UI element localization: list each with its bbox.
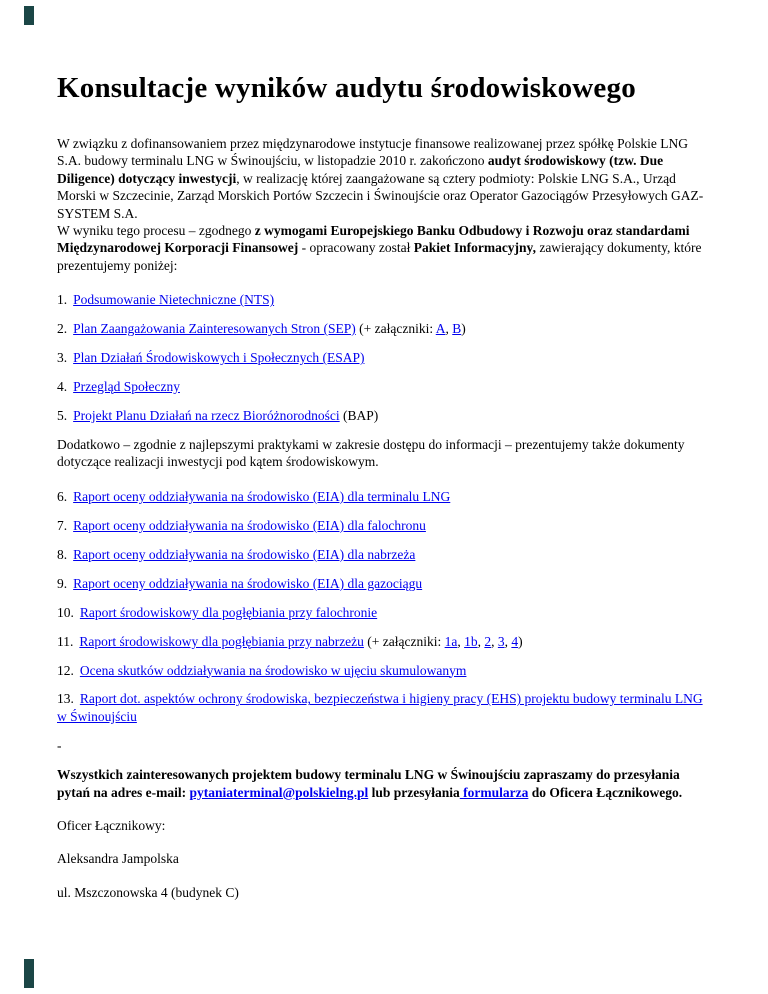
- item-number: 4.: [57, 378, 68, 394]
- list-item: [57, 378, 713, 395]
- attachments-close: ): [518, 633, 523, 649]
- attachments-label: (+ załączniki:: [355, 321, 436, 337]
- list-item: [57, 488, 713, 505]
- list-item: [57, 291, 713, 308]
- list-item: [57, 633, 713, 650]
- item-number: 3.: [57, 350, 68, 366]
- doc-link-bap[interactable]: Projekt Planu Działań na rzecz Bioróżnorodności: [73, 407, 340, 423]
- officer-address: ul. Mszczonowska 4 (budynek C): [57, 884, 239, 900]
- doc-link-esap[interactable]: Plan Działań Środowiskowych i Społecznych (ESAP): [73, 350, 365, 366]
- item-number: 10.: [57, 604, 74, 620]
- intro-bold-2: z wymogami Europejskiego Banku Odbudowy i Rozwoju oraz standardami Międzynarodowej Korporacji Finansowej: [57, 223, 690, 256]
- doc-link-poglebianie-falochron[interactable]: Raport środowiskowy dla pogłębiania przy falochronie: [79, 604, 378, 620]
- doc-link-nts[interactable]: Podsumowanie Nietechniczne (NTS): [73, 292, 275, 308]
- dash-line: -: [57, 737, 62, 753]
- item-number: 12.: [57, 662, 74, 678]
- officer-label: Oficer Łącznikowy:: [57, 817, 166, 833]
- attachment-link[interactable]: 2: [484, 633, 492, 649]
- doc-link-ehs[interactable]: Raport dot. aspektów ochrony środowiska, bezpieczeństwa i higieny pracy (EHS) projektu budowy terminalu LNG w Świnoujściu: [57, 691, 703, 724]
- intro-text-1: W związku z dofinansowaniem przez międzynarodowe instytucje finansowe realizowanej przez spółkę Polskie LNG S.A. budowy terminalu LNG w Świnoujściu, w listopadzie 2010 r. zakończono: [57, 136, 689, 169]
- closing-text-3: do Oficera Łącznikowego.: [528, 784, 683, 800]
- item-number: 7.: [57, 518, 68, 533]
- list-item: [57, 517, 713, 534]
- attachment-links: A, B: [435, 321, 462, 337]
- form-link[interactable]: formularza: [459, 784, 529, 800]
- page-title: Konsultacje wyników audytu środowiskowego: [57, 72, 636, 104]
- attachments-label: (+ załączniki:: [363, 633, 445, 649]
- doc-link-skumulowane[interactable]: Ocena skutków oddziaływania na środowisko w ujęciu skumulowanym: [79, 662, 467, 678]
- doc-link-eia-nabrzeze[interactable]: Raport oceny oddziaływania na środowisko (EIA) dla nabrzeża: [73, 546, 416, 562]
- list-item: [57, 320, 713, 337]
- doc-link-poglebianie-nabrzeze[interactable]: Raport środowiskowy dla pogłębiania przy nabrzeżu: [79, 633, 364, 649]
- intro-bold-3: Pakiet Informacyjny,: [413, 240, 536, 256]
- doc-link-przeglad[interactable]: Przegląd Społeczny: [73, 378, 180, 394]
- attachments-close: ): [461, 321, 466, 337]
- list-item: [57, 546, 713, 563]
- item-number: 11.: [57, 633, 74, 649]
- document-list-1: [57, 291, 713, 424]
- item-number: 8.: [57, 546, 68, 562]
- item-suffix: (BAP): [339, 407, 379, 423]
- list-item: [57, 349, 713, 366]
- email-link[interactable]: pytaniaterminal@polskielng.pl: [189, 784, 369, 800]
- list-item: [57, 407, 713, 424]
- attachment-link[interactable]: A: [435, 321, 446, 337]
- closing-text-1: Wszystkich zainteresowanych projektem budowy terminalu LNG w Świnoujściu zapraszamy do przesyłania pytań na adres e-mail:: [57, 767, 680, 800]
- list-item: [57, 690, 713, 725]
- document-list-2: [57, 488, 713, 725]
- document-page: [57, 0, 713, 901]
- mid-paragraph: Dodatkowo – zgodnie z najlepszymi praktykami w zakresie dostępu do informacji – prezentujemy także dokumenty dotyczące realizacji inwestycji pod kątem środowiskowym.: [57, 436, 685, 470]
- item-number: 2.: [57, 321, 68, 337]
- item-number: 6.: [57, 489, 68, 505]
- intro-text-4: - opracowany został: [298, 240, 414, 256]
- item-number: 9.: [57, 575, 68, 591]
- intro-text-3: W wyniku tego procesu – zgodnego: [57, 223, 255, 239]
- page-corner-mark-top: [24, 6, 34, 25]
- intro-paragraph: [57, 135, 713, 274]
- intro-bold-1: audyt środowiskowy (tzw. Due Diligence) dotyczący inwestycji: [57, 153, 664, 186]
- list-item: [57, 662, 713, 679]
- intro-text-5: zawierający dokumenty, które prezentujemy poniżej:: [57, 240, 702, 273]
- item-number: 13.: [57, 691, 74, 707]
- attachment-link[interactable]: 4: [511, 633, 519, 649]
- list-item: [57, 604, 713, 621]
- attachment-link[interactable]: 3: [497, 633, 505, 649]
- intro-text-2: , w realizację której zaangażowane są cztery podmioty: Polskie LNG S.A., Urząd Morski w Szczecinie, Zarząd Morskich Portów Szczecin i Świnoujście oraz Operator Gazociągów Przesyłowych GAZ-SYSTEM S.A.: [57, 170, 704, 221]
- attachment-link[interactable]: 1b: [464, 633, 478, 649]
- list-item: [57, 575, 713, 592]
- doc-link-eia-terminal[interactable]: Raport oceny oddziaływania na środowisko (EIA) dla terminalu LNG: [73, 489, 451, 505]
- attachment-link[interactable]: 1a: [444, 633, 458, 649]
- doc-link-eia-falochron[interactable]: Raport oceny oddziaływania na środowisko (EIA) dla falochronu: [73, 518, 426, 533]
- page-corner-mark-bottom: [24, 959, 34, 988]
- officer-name: Aleksandra Jampolska: [57, 851, 179, 867]
- attachment-links: 1a, 1b, 2, 3, 4: [444, 633, 519, 649]
- doc-link-sep[interactable]: Plan Zaangażowania Zainteresowanych Stron (SEP): [73, 321, 356, 337]
- closing-text-2: lub przesyłania: [368, 784, 460, 800]
- item-number: 1.: [57, 292, 68, 308]
- attachment-link[interactable]: B: [452, 321, 462, 337]
- doc-link-eia-gazociag[interactable]: Raport oceny oddziaływania na środowisko (EIA) dla gazociągu: [73, 575, 423, 591]
- item-number: 5.: [57, 407, 68, 423]
- closing-paragraph: [57, 766, 713, 801]
